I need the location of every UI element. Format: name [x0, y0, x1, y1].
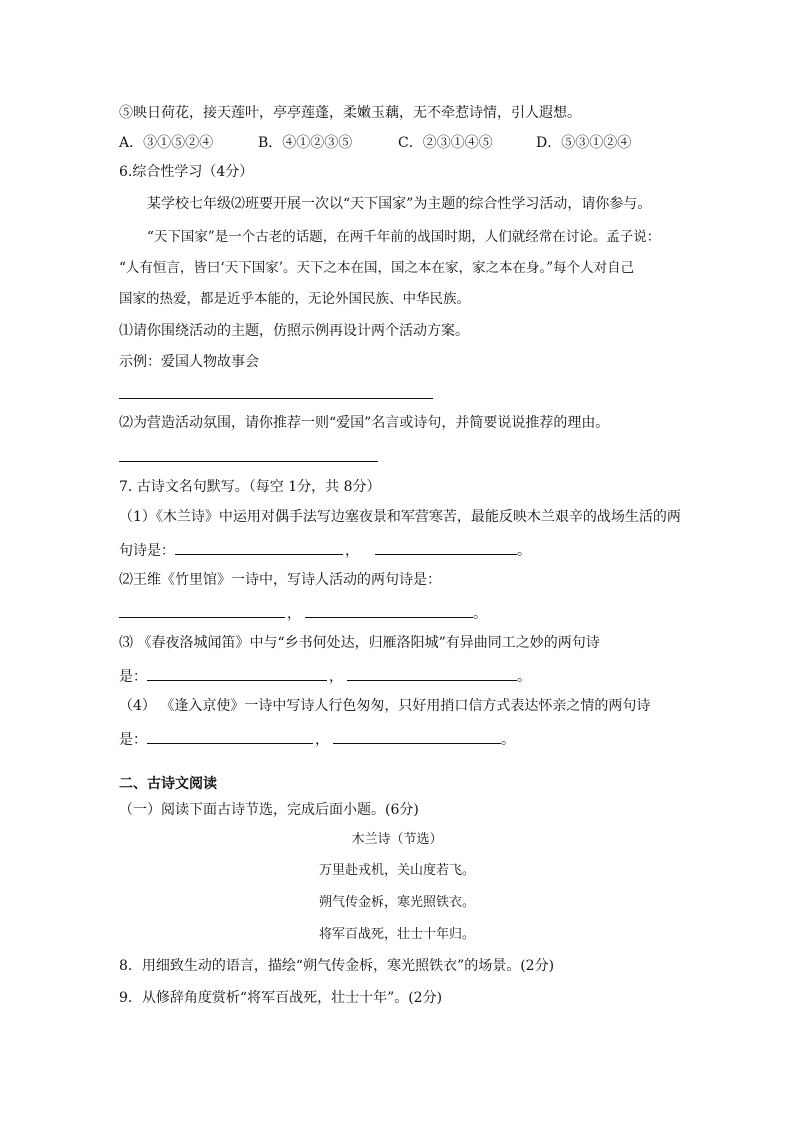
period: 。 [501, 732, 515, 748]
q7-s2-blank-2[interactable] [305, 603, 473, 618]
q7-s1-blank-1[interactable] [175, 540, 343, 555]
q7-s2-blank-1[interactable] [119, 603, 285, 618]
poem-line-1: 万里赴戎机，关山度若飞。 [318, 863, 475, 878]
q6-sub2: ⑵为营造活动氛围，请你推荐一则“爱国”名言或诗句，并简要说说推荐的理由。 [119, 415, 610, 431]
q7-s3-line1: ⑶ 《春夜洛城闻笛》中与“乡书何处达，归雁洛阳城”有异曲同工之妙的两句诗 [119, 635, 600, 651]
section2-heading: 二、古诗文阅读 [119, 776, 217, 792]
q6-answer-line-1[interactable] [119, 398, 433, 399]
q7-s1-line1: （1）《木兰诗》中运用对偶手法写边塞夜景和军营寒苦，最能反映木兰艰辛的战场生活的两 [119, 509, 681, 525]
poem-line-2: 朔气传金柝，寒光照铁衣。 [318, 895, 475, 910]
q7-s4-line1: （4） 《逢入京使》一诗中写诗人行色匆匆，只好用捎口信方式表达怀亲之情的两句诗 [119, 698, 651, 714]
q8: 8．用细致生动的语言，描绘“朔气传金柝，寒光照铁衣”的场景。(2分) [119, 958, 555, 974]
q7-s2-line2 [119, 603, 487, 623]
q6-answer-line-2[interactable] [119, 461, 378, 462]
q7-s3-line2 [119, 666, 531, 686]
q5-option-b: B．④①②③⑤ [258, 135, 353, 151]
q6-intro: 某学校七年级⑵班要开展一次以“天下国家”为主题的综合性学习活动，请你参与。 [147, 196, 652, 212]
q6-example: 示例：爱国人物故事会 [119, 354, 259, 370]
q7-s2-line1: ⑵王维《竹里馆》一诗中，写诗人活动的两句诗是： [119, 572, 441, 588]
q9: 9．从修辞角度赏析“将军百战死，壮士十年”。(2分) [119, 990, 443, 1006]
comma: ， [329, 669, 343, 685]
q6-material-line-1: “天下国家”是一个古老的话题，在两千年前的战国时期，人们就经常在讨论。孟子说： [147, 229, 661, 245]
poem-title: 木兰诗（节选） [351, 832, 443, 847]
q7-s1-prefix: 句诗是： [119, 543, 175, 559]
period: 。 [473, 606, 487, 622]
q7-s3-prefix: 是： [119, 669, 147, 685]
q7-s3-blank-2[interactable] [347, 666, 517, 681]
q5-option-c: C．②③①④⑤ [398, 135, 493, 151]
q5-item5: ⑤映日荷花，接天莲叶，亭亭莲蓬，柔嫩玉藕，无不牵惹诗情，引人遐想。 [119, 105, 581, 121]
poem-line-3: 将军百战死，壮士十年归。 [318, 927, 475, 942]
comma: ， [315, 732, 329, 748]
q6-sub1: ⑴请你围绕活动的主题，仿照示例再设计两个活动方案。 [119, 323, 469, 339]
q7-s4-blank-1[interactable] [147, 729, 313, 744]
q6-material-line-2: “人有恒言，皆曰‘天下国家’。天下之本在国，国之本在家，家之本在身。”每个人对自己 [119, 260, 635, 276]
q7-title: 7. 古诗文名句默写。（每空 1分，共 8分） [119, 479, 381, 495]
section2-part1: （一）阅读下面古诗节选，完成后面小题。(6分) [119, 802, 419, 818]
q6-material-line-3: 国家的热爱，都是近乎本能的，无论外国民族、中华民族。 [119, 291, 470, 307]
q7-s1-line2 [119, 540, 531, 560]
q7-s4-blank-2[interactable] [333, 729, 501, 744]
q7-s3-blank-1[interactable] [147, 666, 327, 681]
period: 。 [517, 669, 531, 685]
comma: ， [287, 606, 301, 622]
q7-s4-prefix: 是： [119, 732, 147, 748]
q5-option-d: D．⑤③①②④ [536, 135, 632, 151]
q7-s1-blank-2[interactable] [375, 540, 517, 555]
comma: ， [345, 543, 359, 559]
q5-option-a: A．③①⑤②④ [119, 135, 214, 151]
q6-title: 6.综合性学习（4分） [119, 164, 254, 180]
period: 。 [517, 543, 531, 559]
q7-s4-line2 [119, 729, 515, 749]
